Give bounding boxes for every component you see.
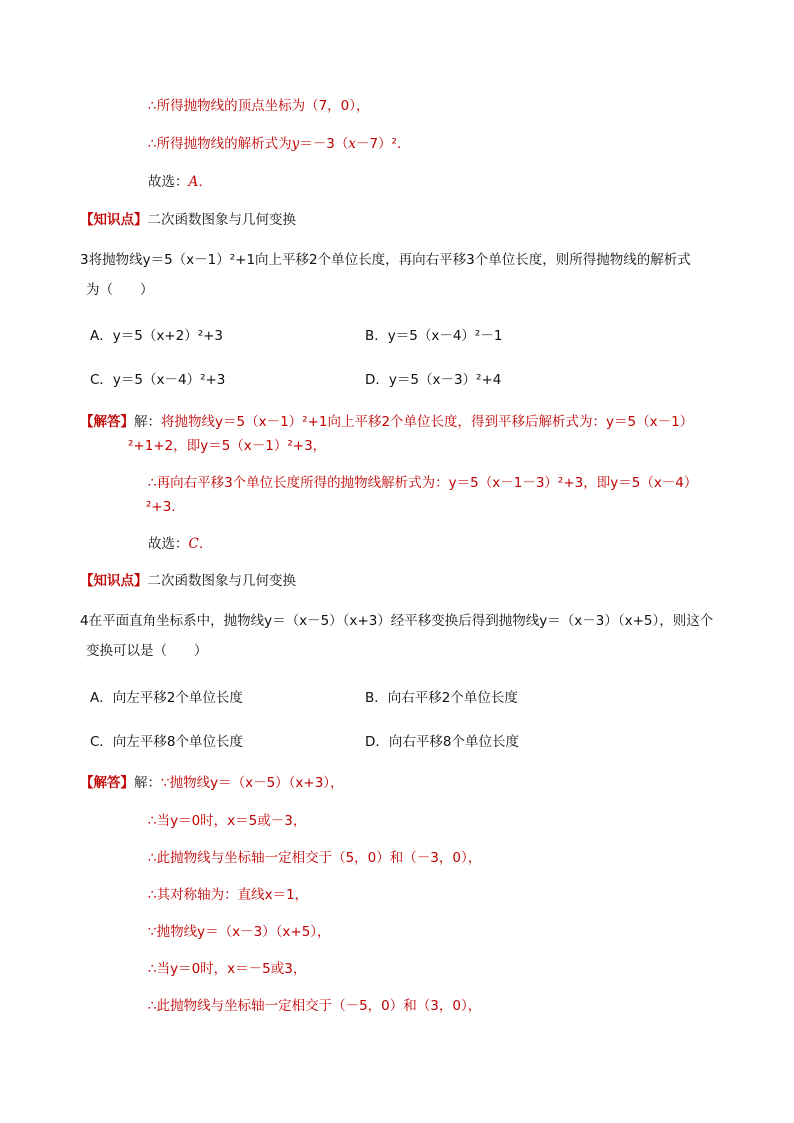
a4-line-1 [80,773,344,793]
a4-line-3: ∴此抛物线与坐标轴一定相交于（5，0）和（－3，0）， [148,850,482,866]
answer-lead: 解： [134,775,161,791]
a3-choice: C． [188,536,213,552]
q2-expr-y: y [291,136,300,152]
a3-choice-prefix: 故选： [148,536,189,552]
a3-text-1: 将抛物线y＝5（x－1）²+1向上平移2个单位长度，得到平移后解析式为：y＝5（x－1） [161,414,694,430]
q2-expr-end: －7）²． [355,136,411,152]
a4-line-4: ∴其对称轴为：直线x＝1， [148,887,309,903]
knowledge-point-2 [80,571,296,591]
q2-choice-prefix: 故选： [148,174,189,190]
q4-option-d: D．向右平移8个单位长度 [365,734,519,750]
knowledge-point-tag: 【知识点】 [80,212,148,228]
q2-vertex-line: ∴所得抛物线的顶点坐标为（7，0）， [148,98,370,114]
knowledge-point-text: 二次函数图象与几何变换 [147,212,296,228]
a3-line-4: ²+3． [146,499,185,515]
a4-line-5: ∵抛物线y＝（x－3）（x+5）， [148,924,331,940]
q3-option-c: C．y＝5（x－4）²+3 [90,372,226,388]
a4-line-6: ∴当y＝0时，x＝－5或3， [148,961,307,977]
q4-stem-line-1: 4在平面直角坐标系中，抛物线y＝（x－5）（x+3）经平移变换后得到抛物线y＝（x－3）（x+5），则这个 [80,613,714,629]
q4-option-a: A．向左平移2个单位长度 [90,690,243,706]
q3-stem-line-2: 为（ ） [86,282,154,298]
q4-option-b: B．向右平移2个单位长度 [365,690,518,706]
q2-expression-line [148,134,410,154]
answer-tag: 【解答】 [80,775,134,791]
q3-option-b: B．y＝5（x－4）²－1 [365,328,503,344]
answer-tag: 【解答】 [80,414,134,430]
q4-option-c: C．向左平移8个单位长度 [90,734,244,750]
a3-line-3: ∴再向右平移3个单位长度所得的抛物线解析式为：y＝5（x－1－3）²+3，即y＝5（x－4） [148,475,698,491]
q2-choice-line [148,172,212,192]
a3-line-2: ²+1+2，即y＝5（x－1）²+3， [128,438,327,454]
q2-choice: A． [188,174,212,190]
a4-text-1: ∵抛物线y＝（x－5）（x+3）， [161,775,344,791]
answer-lead: 解： [134,414,161,430]
q4-stem-line-2: 变换可以是（ ） [86,643,208,659]
q2-expr-mid: ＝－3（ [299,136,349,152]
q2-expr-prefix: ∴所得抛物线的解析式为 [148,136,292,152]
a4-line-7: ∴此抛物线与坐标轴一定相交于（－5，0）和（3，0）， [148,998,482,1014]
a3-line-1 [80,412,693,432]
q3-option-d: D．y＝5（x－3）²+4 [365,372,502,388]
a4-line-2: ∴当y＝0时，x＝5或－3， [148,813,307,829]
knowledge-point-tag: 【知识点】 [80,573,148,589]
q2-expr-x: x [348,136,356,152]
knowledge-point-1 [80,210,296,230]
q3-option-a: A．y＝5（x+2）²+3 [90,328,224,344]
a3-choice-line [148,534,212,554]
knowledge-point-text: 二次函数图象与几何变换 [147,573,296,589]
q3-stem-line-1: 3将抛物线y＝5（x－1）²+1向上平移2个单位长度，再向右平移3个单位长度，则所得抛物线的解析式 [80,252,691,268]
